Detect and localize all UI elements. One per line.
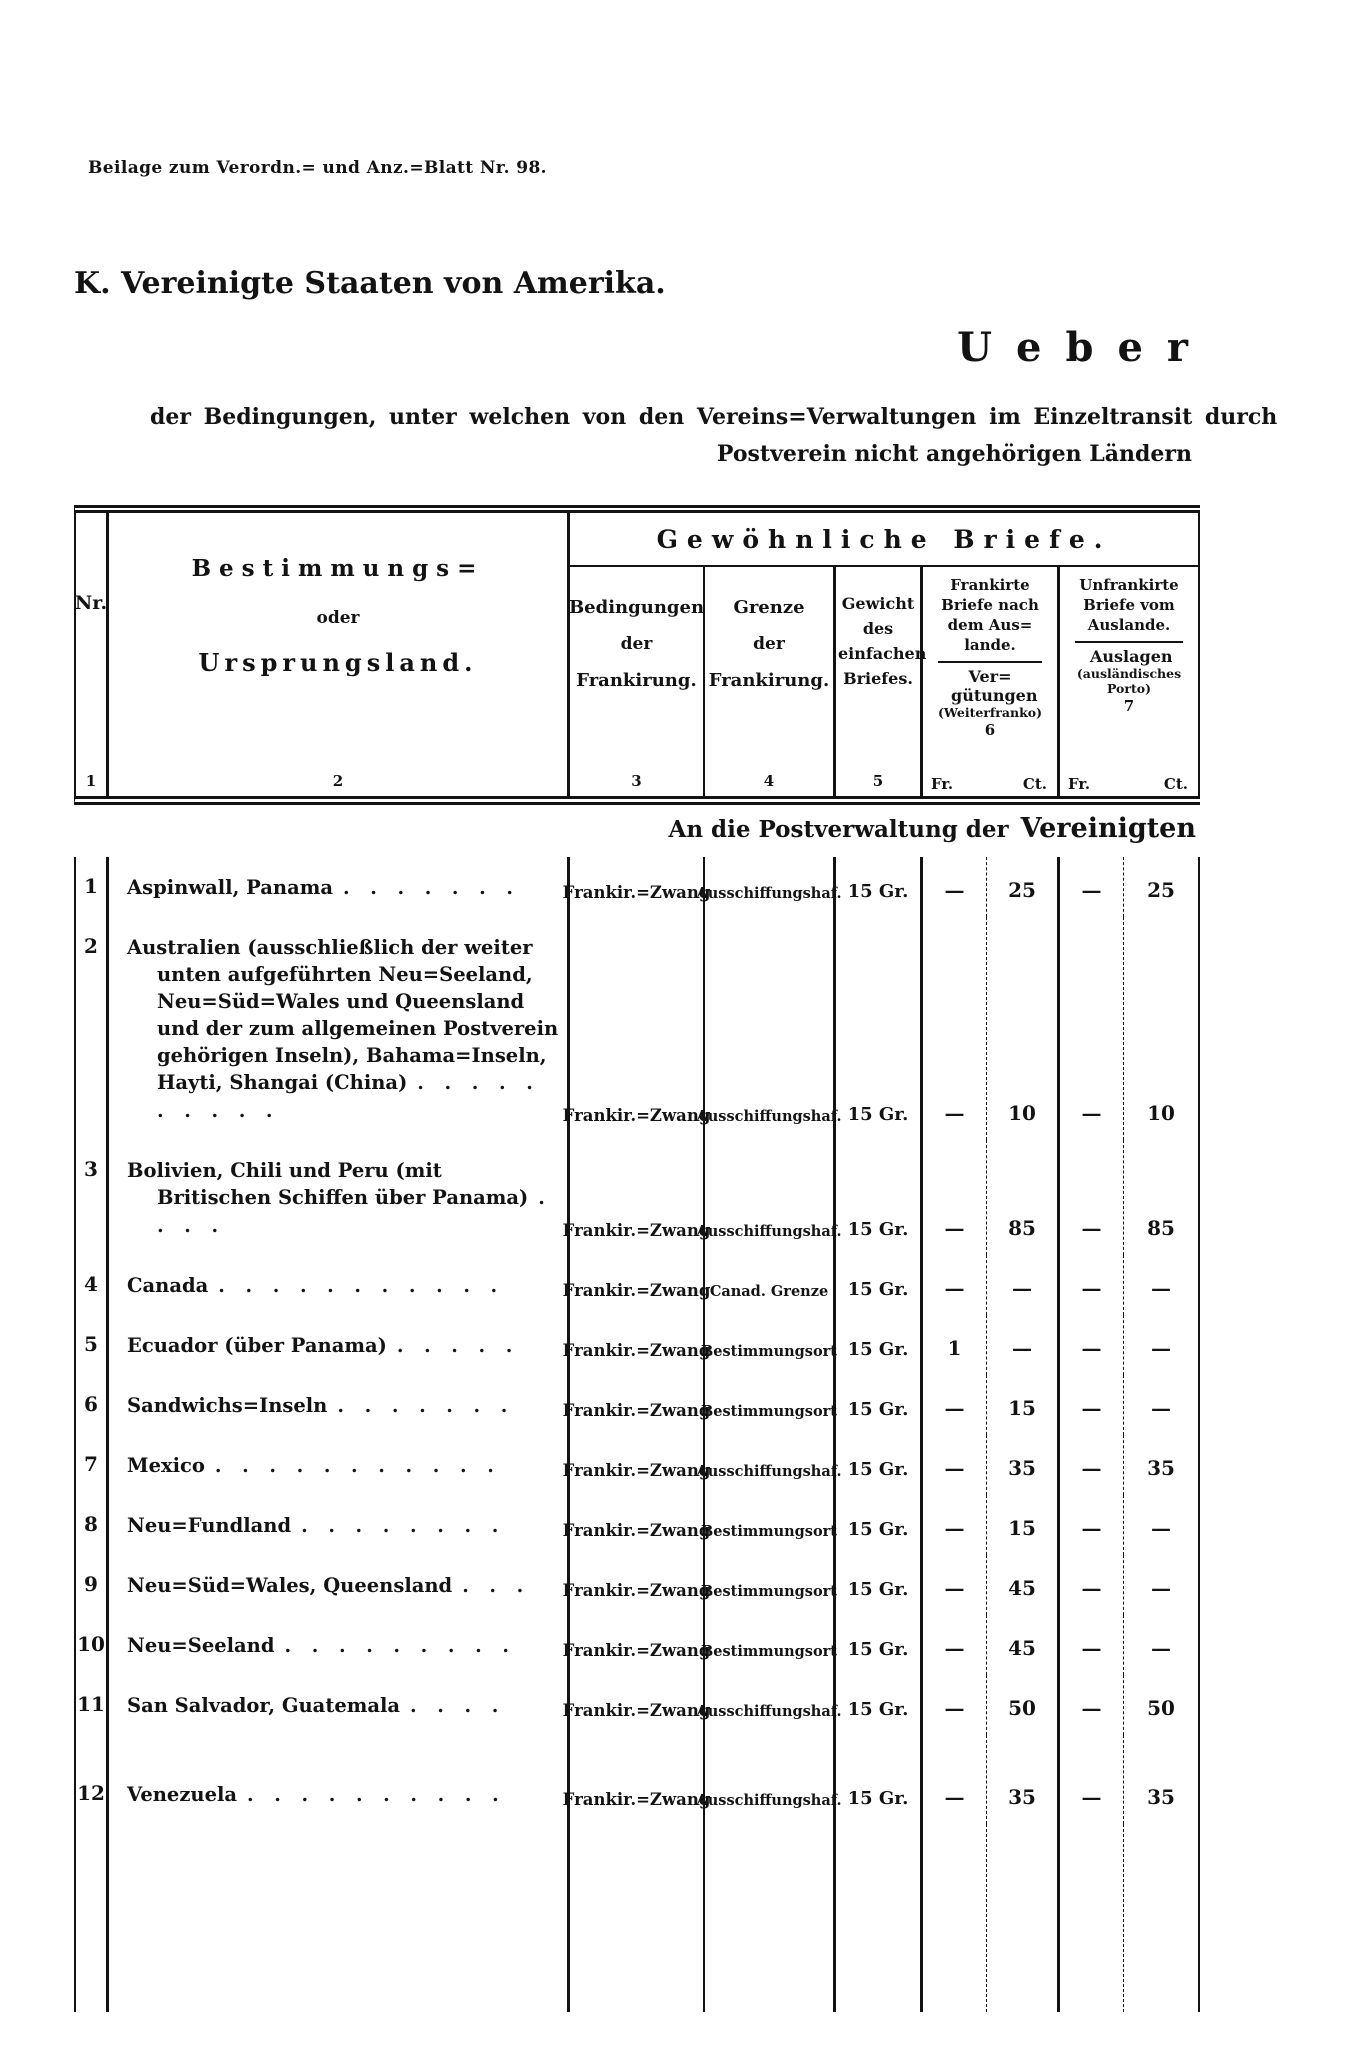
franked-sub2: (Weiterfranko) (937, 705, 1042, 720)
row-number-cell: 3 (76, 1140, 109, 1255)
country-name: Australien (ausschließlich der weiter unten aufgeführten Neu=Seeland, Neu=Süd=Wales und Queensland und der zum allgemeinen Postverein gehörigen Inseln), Bahama=Inseln, Hayti, Shangai (China) (127, 936, 559, 1094)
weight-cell: 15 Gr. (836, 857, 923, 917)
franking-conditions-cell: Frankir.=Zwang (570, 1615, 705, 1675)
conditions-line1: Bedingungen (568, 597, 705, 618)
row-number-cell: 11 (76, 1675, 109, 1735)
unfranked-ct-cell: 50 (1147, 1696, 1175, 1720)
franked-fr-cell: — (923, 1615, 987, 1675)
unfranked-sub2: (ausländisches Porto) (1076, 666, 1182, 696)
country-name: Mexico (127, 1454, 205, 1477)
table-header (74, 505, 1200, 805)
country-name: Ecuador (über Panama) (127, 1334, 387, 1357)
franking-conditions-cell: Frankir.=Zwang (570, 857, 705, 917)
franking-limit-cell: Bestimmungsort (705, 1495, 836, 1555)
carryover-heading (74, 805, 1200, 857)
country-header-line1: Bestimmungs= (191, 555, 485, 582)
country-name: Venezuela (127, 1783, 238, 1806)
franking-conditions-cell: Frankir.=Zwang (570, 1555, 705, 1615)
col-number-5: 5 (872, 772, 884, 790)
unfranked-fr-cell: — (1060, 1495, 1124, 1555)
unfranked-fr-cell: — (1060, 1375, 1124, 1435)
country-cell (109, 1315, 570, 1375)
row-number-cell: 1 (76, 857, 109, 917)
limit-line2: der (753, 634, 785, 654)
franking-limit-cell: Canad. Grenze (705, 1255, 836, 1315)
country-name: Sandwichs=Inseln (127, 1394, 328, 1417)
unfranked-divider (1075, 641, 1183, 643)
franking-conditions-cell: Frankir.=Zwang (570, 1255, 705, 1315)
group-header: Gewöhnliche Briefe. (570, 513, 1198, 567)
franked-title: Frankirte Briefe nach dem Aus= lande. (941, 576, 1039, 654)
country-name: Neu=Fundland (127, 1514, 292, 1537)
table-row (76, 1315, 1198, 1375)
franked-fr-cell: — (923, 917, 987, 1140)
franking-conditions-cell: Frankir.=Zwang (570, 1315, 705, 1375)
franked-ct-cell: 50 (987, 1675, 1060, 1735)
top-note: Beilage zum Verordn.= und Anz.=Blatt Nr. 98. (88, 158, 547, 178)
franking-limit-cell: Ausschiffungshaf. (705, 917, 836, 1140)
franking-limit-cell: Ausschiffungshaf. (705, 857, 836, 917)
table-row (76, 1675, 1198, 1735)
col-number-6: 6 (984, 721, 996, 739)
unfranked-fr-cell: — (1060, 1140, 1124, 1255)
limit-line1: Grenze (733, 597, 805, 618)
unfranked-fr-cell: — (1060, 1315, 1124, 1375)
table-row (76, 1435, 1198, 1495)
country-cell (109, 1495, 570, 1555)
franked-ct-cell: 15 (987, 1495, 1060, 1555)
country-name: Neu=Süd=Wales, Queensland (127, 1574, 453, 1597)
dot-leader: . . . . . . . . . (284, 1635, 516, 1657)
country-name: Aspinwall, Panama (127, 876, 333, 899)
unfranked-fr-cell: — (1060, 1435, 1124, 1495)
dot-leader: . . . . . (396, 1335, 520, 1357)
col-number-7: 7 (1123, 697, 1135, 715)
franked-fr-cell: 1 (923, 1315, 987, 1375)
country-cell (109, 1375, 570, 1435)
franked-fr-cell: — (923, 857, 987, 917)
country-cell (109, 1824, 570, 2012)
country-cell (109, 1735, 570, 1824)
dot-leader: . . . . . . . . . . . (214, 1455, 501, 1477)
country-cell (109, 1435, 570, 1495)
row-number-cell: 6 (76, 1375, 109, 1435)
franked-ct-label: Ct. (1022, 775, 1047, 793)
franked-fr-cell: — (923, 1675, 987, 1735)
franked-sub1: Ver= gütungen (951, 667, 1038, 705)
franked-ct-cell: 10 (987, 917, 1060, 1140)
country-cell (109, 1555, 570, 1615)
franked-ct-cell: 85 (987, 1140, 1060, 1255)
row-number-cell: 7 (76, 1435, 109, 1495)
franked-fr-cell: — (923, 1435, 987, 1495)
franking-limit-cell: Ausschiffungshaf. (705, 1140, 836, 1255)
franking-limit-cell: Ausschiffungshaf. (705, 1735, 836, 1824)
unfranked-fr-cell (1060, 1824, 1124, 2012)
unfranked-title: Unfrankirte Briefe vom Auslande. (1079, 576, 1179, 634)
weight-cell: 15 Gr. (836, 1375, 923, 1435)
table-row (76, 1495, 1198, 1555)
subtitle-line1: der Bedingungen, unter welchen von den Vereins=Verwaltungen im Einzeltransit durch (150, 404, 1278, 430)
letters-group (570, 513, 1200, 796)
row-number-cell (76, 1824, 109, 2012)
country-cell (109, 1140, 570, 1255)
dot-leader: . . . . . . . (343, 877, 520, 899)
franking-conditions-cell: Frankir.=Zwang (570, 1140, 705, 1255)
country-cell (109, 1675, 570, 1735)
franking-conditions-cell: Frankir.=Zwang (570, 1375, 705, 1435)
subtitle-line2: Postverein nicht angehörigen Ländern (716, 441, 1192, 467)
franking-conditions-cell: Frankir.=Zwang (570, 1735, 705, 1824)
table-row (76, 1555, 1198, 1615)
franking-limit-cell: Bestimmungsort (705, 1615, 836, 1675)
franking-limit-cell: Ausschiffungshaf. (705, 1675, 836, 1735)
row-number-cell: 9 (76, 1555, 109, 1615)
limit-line3: Frankirung. (708, 670, 830, 691)
franking-conditions-cell: Frankir.=Zwang (570, 917, 705, 1140)
unfranked-fr-cell: — (1060, 1255, 1124, 1315)
unfranked-ct-cell: — (1151, 1396, 1171, 1420)
weight-cell: 15 Gr. (836, 1735, 923, 1824)
main-title: Ueber (957, 324, 1212, 371)
franked-fr-label: Fr. (931, 775, 954, 793)
unfranked-fr-label: Fr. (1068, 775, 1091, 793)
weight-cell: 15 Gr. (836, 917, 923, 1140)
col-number-3: 3 (631, 772, 642, 790)
unfranked-ct-cell: 35 (1147, 1785, 1175, 1809)
header-col-unfranked (1060, 567, 1198, 796)
weight-cell: 15 Gr. (836, 1435, 923, 1495)
unfranked-sub1: Auslagen (1090, 647, 1173, 666)
conditions-line3: Frankirung. (576, 670, 697, 691)
table-row (76, 917, 1198, 1140)
franked-fr-cell: — (923, 1255, 987, 1315)
weight-cell: 15 Gr. (836, 1555, 923, 1615)
franking-limit-cell: Bestimmungsort (705, 1555, 836, 1615)
unfranked-fr-cell: — (1060, 1735, 1124, 1824)
weight-cell: 15 Gr. (836, 1140, 923, 1255)
franked-fr-cell (923, 1824, 987, 2012)
weight-cell: 15 Gr. (836, 1615, 923, 1675)
weight-cell: 15 Gr. (836, 1315, 923, 1375)
carryover-prefix: An die Postverwaltung der (668, 816, 1009, 843)
postal-rate-table (74, 505, 1200, 2012)
franking-conditions-cell: Frankir.=Zwang (570, 1675, 705, 1735)
franked-ct-cell: 35 (987, 1435, 1060, 1495)
country-cell (109, 1255, 570, 1315)
row-number-cell: 2 (76, 917, 109, 1140)
franking-conditions-cell (570, 1824, 705, 2012)
header-col-franked (923, 567, 1060, 796)
unfranked-ct-cell: — (1151, 1276, 1171, 1300)
franked-ct-cell: 25 (987, 857, 1060, 917)
table-row (76, 857, 1198, 917)
unfranked-ct-label: Ct. (1163, 775, 1188, 793)
dot-leader: . . . . . . . . . . (247, 1784, 506, 1806)
table-body (74, 857, 1200, 2012)
country-cell (109, 1615, 570, 1675)
table-row (76, 1255, 1198, 1315)
nr-label: Nr. (74, 592, 108, 614)
empty-table-space (76, 1824, 1198, 2012)
franked-fr-cell: — (923, 1140, 987, 1255)
header-col-conditions (570, 567, 705, 796)
franked-ct-cell: 35 (987, 1735, 1060, 1824)
franked-ct-cell: — (987, 1255, 1060, 1315)
country-cell (109, 857, 570, 917)
dot-leader: . . . . . . . . . . . (218, 1275, 505, 1297)
weight-cell: 15 Gr. (836, 1675, 923, 1735)
carryover-emphasis: Vereinigten (1020, 813, 1196, 844)
franked-divider (938, 661, 1043, 663)
franked-ct-cell: — (987, 1315, 1060, 1375)
country-name: Bolivien, Chili und Peru (mit Britischen Schiffen über Panama) (127, 1159, 529, 1209)
weight-header-text: Gewicht des einfachen Briefes. (838, 594, 927, 688)
franking-limit-cell: Bestimmungsort (705, 1315, 836, 1375)
dot-leader: . . . . . . . . . . (157, 1072, 540, 1122)
unfranked-ct-cell: 10 (1147, 1101, 1175, 1125)
weight-cell (836, 1824, 923, 2012)
table-row (76, 1140, 1198, 1255)
dot-leader: . . . . . . . (337, 1395, 515, 1417)
franked-units (923, 775, 1057, 796)
franking-conditions-cell: Frankir.=Zwang (570, 1495, 705, 1555)
franked-ct-cell: 45 (987, 1555, 1060, 1615)
country-name: Canada (127, 1274, 209, 1297)
unfranked-ct-cell: — (1151, 1516, 1171, 1540)
header-col-country (109, 513, 570, 796)
col-number-4: 4 (763, 772, 775, 790)
col-number-1: 1 (85, 772, 97, 790)
weight-cell: 15 Gr. (836, 1495, 923, 1555)
unfranked-ct-cell: 25 (1147, 878, 1175, 902)
country-cell (109, 917, 570, 1140)
unfranked-ct-cell: 35 (1147, 1456, 1175, 1480)
dot-leader: . . . . (410, 1695, 506, 1717)
header-col-limit (705, 567, 836, 796)
row-number-cell: 12 (76, 1735, 109, 1824)
col-number-2: 2 (332, 772, 344, 790)
unfranked-ct-cell: — (1151, 1576, 1171, 1600)
unfranked-ct-cell: — (1151, 1636, 1171, 1660)
unfranked-fr-cell: — (1060, 1615, 1124, 1675)
dot-leader: . . . . . . . . (301, 1515, 506, 1537)
unfranked-units (1060, 775, 1198, 796)
row-number-cell: 5 (76, 1315, 109, 1375)
unfranked-ct-cell: — (1151, 1336, 1171, 1360)
franking-limit-cell: Ausschiffungshaf. (705, 1435, 836, 1495)
weight-cell: 15 Gr. (836, 1255, 923, 1315)
sub-columns (570, 567, 1198, 796)
header-col-nr (76, 513, 109, 796)
country-name: Neu=Seeland (127, 1634, 275, 1657)
dot-leader: . . . . (157, 1187, 552, 1237)
franked-fr-cell: — (923, 1375, 987, 1435)
unfranked-fr-cell: — (1060, 917, 1124, 1140)
table-row (76, 1375, 1198, 1435)
row-number-cell: 8 (76, 1495, 109, 1555)
table-row (76, 1735, 1198, 1824)
franking-limit-cell: Bestimmungsort (705, 1375, 836, 1435)
franked-fr-cell: — (923, 1735, 987, 1824)
row-number-cell: 4 (76, 1255, 109, 1315)
country-header-line2: oder (316, 608, 360, 628)
franked-fr-cell: — (923, 1495, 987, 1555)
conditions-line2: der (620, 634, 653, 654)
franked-ct-cell (987, 1824, 1060, 2012)
section-heading: K. Vereinigte Staaten von Amerika. (74, 266, 666, 301)
table-row (76, 1615, 1198, 1675)
row-number-cell: 10 (76, 1615, 109, 1675)
unfranked-fr-cell: — (1060, 857, 1124, 917)
unfranked-ct-cell: 85 (1147, 1216, 1175, 1240)
country-name: San Salvador, Guatemala (127, 1694, 401, 1717)
header-col-weight (836, 567, 927, 796)
franked-ct-cell: 45 (987, 1615, 1060, 1675)
franked-ct-cell: 15 (987, 1375, 1060, 1435)
unfranked-fr-cell: — (1060, 1555, 1124, 1615)
franked-fr-cell: — (923, 1555, 987, 1615)
unfranked-fr-cell: — (1060, 1675, 1124, 1735)
country-header-line3: Ursprungsland. (198, 648, 478, 677)
dot-leader: . . . (462, 1575, 531, 1597)
franking-conditions-cell: Frankir.=Zwang (570, 1435, 705, 1495)
unfranked-ct-cell (1124, 1824, 1198, 2012)
franking-limit-cell (705, 1824, 836, 2012)
